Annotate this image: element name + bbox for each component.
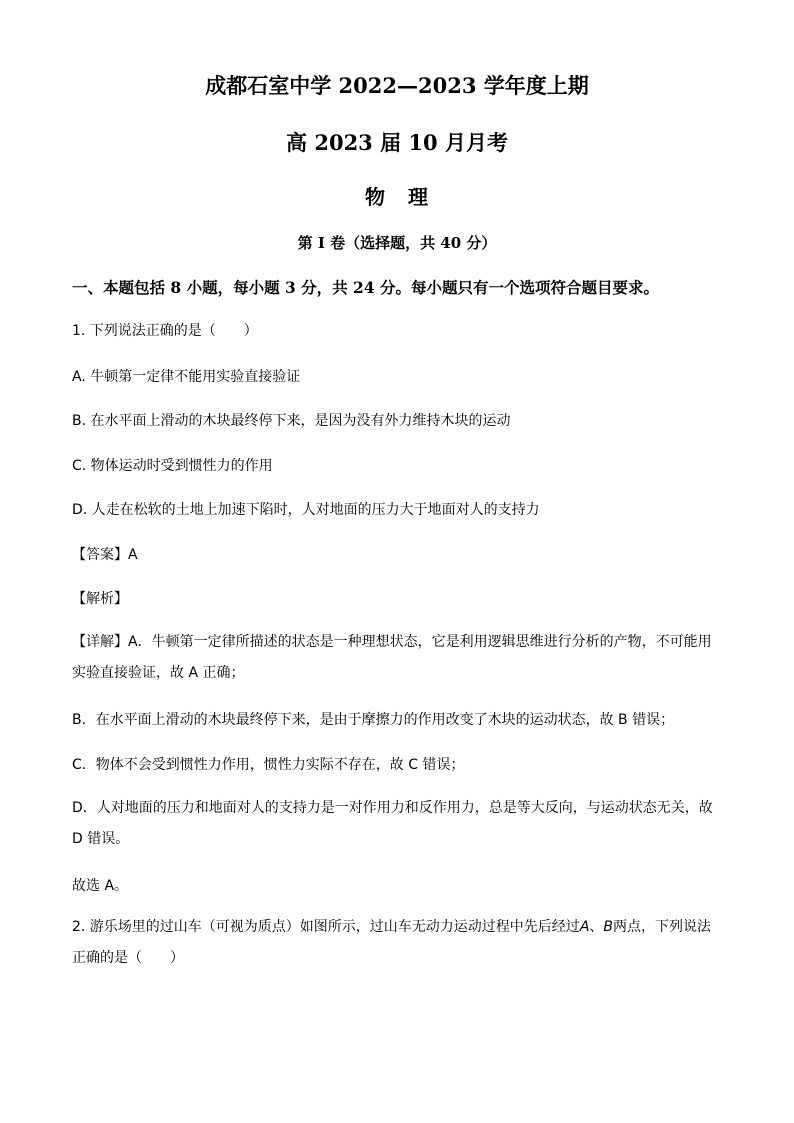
answer-line [72,544,138,564]
detail-c: C．物体不会受到惯性力作用，惯性力实际不存在，故 C 错误； [72,757,465,773]
section-heading: 一、本题包括 8 小题，每小题 3 分，共 24 分。每小题只有一个选项符合题目要求。 [72,278,660,297]
detail-label: 【详解】 [72,634,128,650]
detail-b: B．在水平面上滑动的木块最终停下来，是由于摩擦力的作用改变了木块的运动状态，故 B 错误； [72,712,675,728]
question-1-stem: 1. 下列说法正确的是（ ） [72,323,258,339]
point-separator: 、 [589,919,604,935]
detail-a [72,627,722,689]
answer-label: 【答案】 [72,547,128,563]
analysis-label: 【解析】 [72,591,128,607]
point-b: B [603,919,613,935]
point-a: A [579,919,590,935]
subject-char-1: 物 [365,185,386,209]
question-1-option-d: D. 人走在松软的土地上加速下陷时，人对地面的压力大于地面对人的支持力 [72,502,540,518]
question-1-option-c: C. 物体运动时受到惯性力的作用 [72,458,273,474]
volume-heading: 第 I 卷（选择题，共 40 分） [297,234,497,252]
question-1-option-a: A. 牛顿第一定律不能用实验直接验证 [72,369,301,385]
answer-value: A [128,547,138,563]
conclusion: 故选 A。 [72,878,129,894]
question-2-stem-part1: 2. 游乐场里的过山车（可视为质点）如图所示，过山车无动力运动过程中先后经过 [72,919,580,935]
subject-char-2: 理 [408,185,429,209]
exam-subtitle: 高 2023 届 10 月月考 [286,130,508,155]
question-2-stem-part2: 两点，下列说法正确的是（ ） [72,919,711,966]
exam-title: 成都石室中学 2022—2023 学年度上期 [205,73,589,98]
detail-d: D．人对地面的压力和地面对人的支持力是一对作用力和反作用力，总是等大反向，与运动状态无关，故 D 错误。 [72,800,713,847]
subject-title [0,181,794,210]
question-2-stem [72,912,722,974]
detail-a-text: A．牛顿第一定律所描述的状态是一种理想状态，它是利用逻辑思维进行分析的产物，不可能用实验直接验证，故 A 正确； [72,634,712,681]
question-1-option-b: B. 在水平面上滑动的木块最终停下来，是因为没有外力维持木块的运动 [72,413,511,429]
